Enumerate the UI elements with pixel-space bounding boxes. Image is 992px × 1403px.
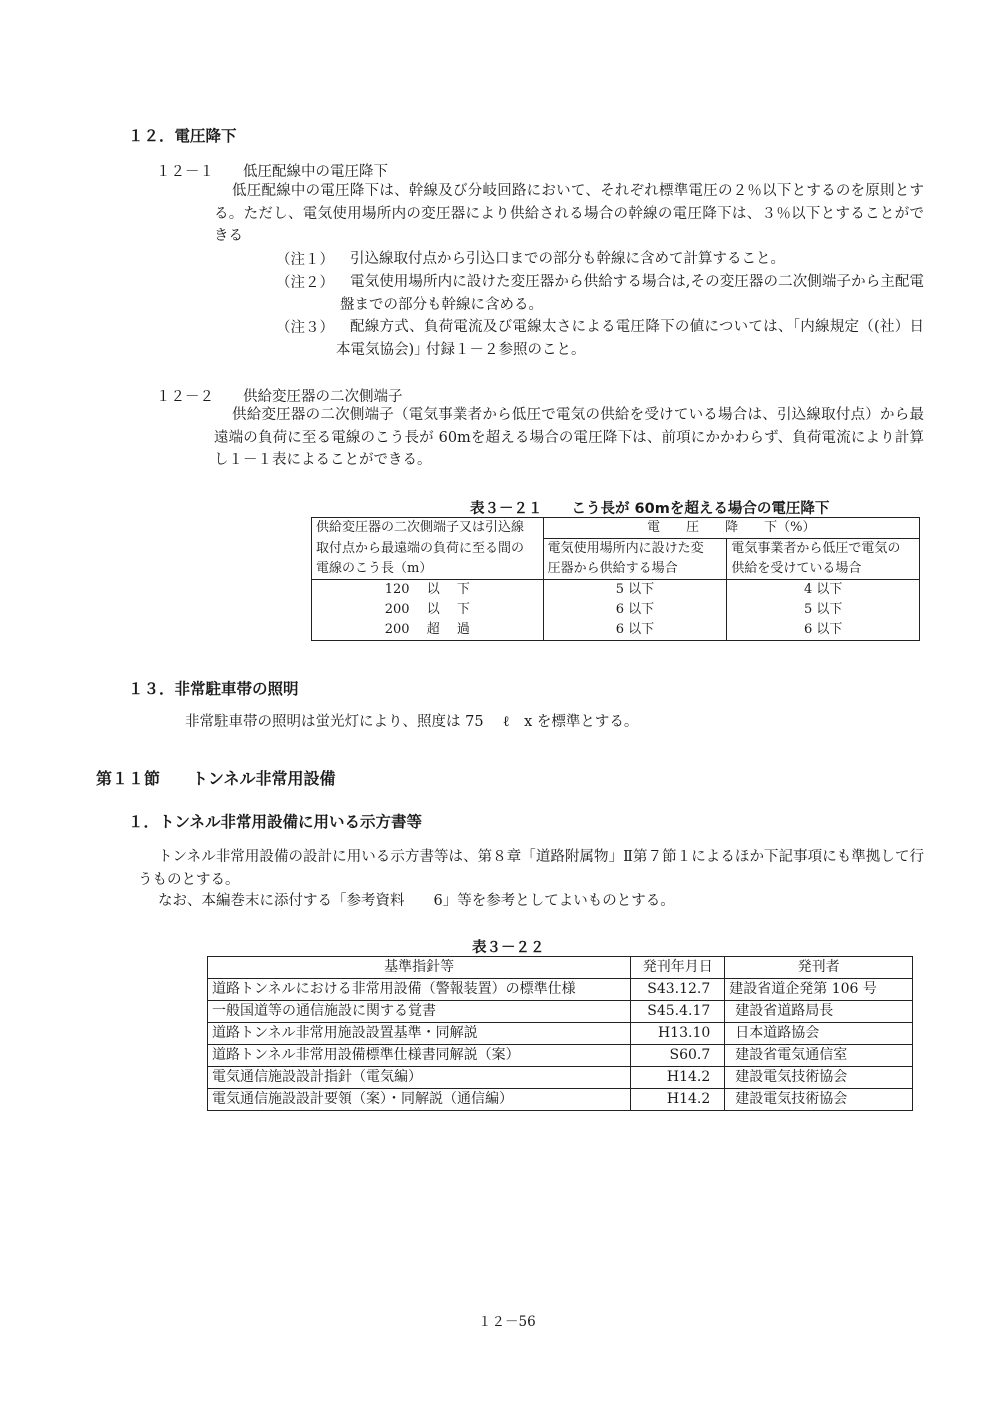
table-22-header-standard: 基準指針等 [208,957,631,979]
table-21-head-internal-line1: 電気使用場所内に設けた変 [543,539,727,560]
table-21-head-voltage-drop: 電 圧 降 下（%） [543,518,919,539]
table-22-row4-date: S60.7 [631,1045,725,1067]
table-22-row3-name: 道路トンネル非常用施設設置基準・同解説 [208,1023,631,1045]
note-1-label: （注１） [276,252,334,268]
table-21-head-external-line2: 供給を受けている場合 [727,559,920,580]
table-22-row5-date: H14.2 [631,1067,725,1089]
table-21 [311,517,920,641]
table-21-head-internal-line2: 圧器から供給する場合 [543,559,727,580]
section-11-1-heading: １．トンネル非常用設備に用いる示方書等 [128,813,423,831]
table-22 [207,956,913,1111]
note-3-label: （注３） [276,320,334,336]
table-22-row3-publisher: 日本道路協会 [725,1023,913,1045]
table-22-row2-name: 一般国道等の通信施設に関する覚書 [208,1001,631,1023]
table-22-header-date: 発刊年月日 [631,957,725,979]
table-21-row1-internal: 5 以下 [543,580,727,601]
table-21-head-external-line1: 電気事業者から低圧で電気の [727,539,920,560]
subsection-12-1-body: 低圧配線中の電圧降下は、幹線及び分岐回路において、それぞれ標準電圧の２％以下とするのを原則とする。ただし、電気使用場所内の変圧器により供給される場合の幹線の電圧降下は、３％以下とすることができる [214,183,924,244]
table-21-head-length-line1: 供給変圧器の二次側端子又は引込線 [312,518,544,539]
table-21-row2-internal: 6 以下 [543,600,727,620]
table-row [208,1001,913,1023]
note-3-text: 配線方式、負荷電流及び電線太さによる電圧降下の値については、｢内線規定（(社）日本電気協会)｣ 付録１－２参照のこと。 [336,319,924,358]
section-12-heading: １２．電圧降下 [128,127,237,145]
table-22-header-publisher: 発刊者 [725,957,913,979]
table-22-row1-date: S43.12.7 [631,979,725,1001]
table-22-row2-date: S45.4.17 [631,1001,725,1023]
subsection-12-1-heading: １２－１ 低圧配線中の電圧降下 [156,164,388,180]
section-13-heading: １３．非常駐車帯の照明 [128,680,299,698]
table-21-row1-external: 4 以下 [727,580,920,601]
table-22-row6-name: 電気通信施設設計要領（案）・同解説（通信編） [208,1089,631,1111]
table-21-row1-length: 120 以 下 [312,580,544,601]
chapter-11-heading: 第１１節 トンネル非常用設備 [96,769,336,788]
table-22-caption: 表３－２２ [472,940,545,956]
table-row [208,979,913,1001]
table-row [208,1089,913,1111]
table-row [208,1045,913,1067]
table-22-row4-name: 道路トンネル非常用設備標準仕様書同解説（案） [208,1045,631,1067]
table-21-row3-length: 200 超 過 [312,620,544,641]
subsection-12-2-heading: １２－２ 供給変圧器の二次側端子 [156,389,403,405]
table-22-row5-name: 電気通信施設設計指針（電気編） [208,1067,631,1089]
note-1 [276,248,926,272]
table-22-row1-name: 道路トンネルにおける非常用設備（警報装置）の標準仕様 [208,979,631,1001]
table-22-row6-date: H14.2 [631,1089,725,1111]
page-number: １２－56 [478,1314,536,1330]
table-22-row5-publisher: 建設電気技術協会 [725,1067,913,1089]
table-22-row2-publisher: 建設省道路局長 [725,1001,913,1023]
table-row [208,1023,913,1045]
table-22-row6-publisher: 建設電気技術協会 [725,1089,913,1111]
table-21-caption: 表３－２１ こう長が 60mを超える場合の電圧降下 [470,501,830,517]
table-21-head-length-line3: 電線のこう長（m） [312,559,544,580]
section-13-body: 非常駐車帯の照明は蛍光灯により、照度は 75 ℓ x を標準とする。 [185,714,639,730]
section-11-1-body-1: トンネル非常用設備の設計に用いる示方書等は、第８章「道路附属物」Ⅱ第７節１によるほか下記事項にも準拠して行うものとする。 [138,849,924,888]
table-21-row2-external: 5 以下 [727,600,920,620]
note-2-label: （注２） [276,275,334,291]
table-22-row3-date: H13.10 [631,1023,725,1045]
table-22-row4-publisher: 建設省電気通信室 [725,1045,913,1067]
note-1-text: 引込線取付点から引込口までの部分も幹線に含めて計算すること。 [350,251,785,267]
table-row [208,1067,913,1089]
section-11-1-body-2: なお、本編巻末に添付する「参考資料 6」等を参考としてよいものとする。 [158,893,675,909]
table-21-row3-internal: 6 以下 [543,620,727,641]
subsection-12-2-body: 供給変圧器の二次側端子（電気事業者から低圧で電気の供給を受けている場合は、引込線取付点）から最遠端の負荷に至る電線のこう長が 60mを超える場合の電圧降下は、前項にかかわらず、負荷電流により計算し１－１表によることができる。 [214,407,924,468]
table-21-head-length-line2: 取付点から最遠端の負荷に至る間の [312,539,544,560]
table-21-row2-length: 200 以 下 [312,600,544,620]
table-22-row1-publisher: 建設省道企発第 106 号 [725,979,913,1001]
note-3 [276,316,926,362]
note-2 [276,271,926,317]
note-2-text: 電気使用場所内に設けた変圧器から供給する場合は,その変圧器の二次側端子から主配電盤までの部分も幹線に含める。 [340,274,924,313]
table-21-row3-external: 6 以下 [727,620,920,641]
